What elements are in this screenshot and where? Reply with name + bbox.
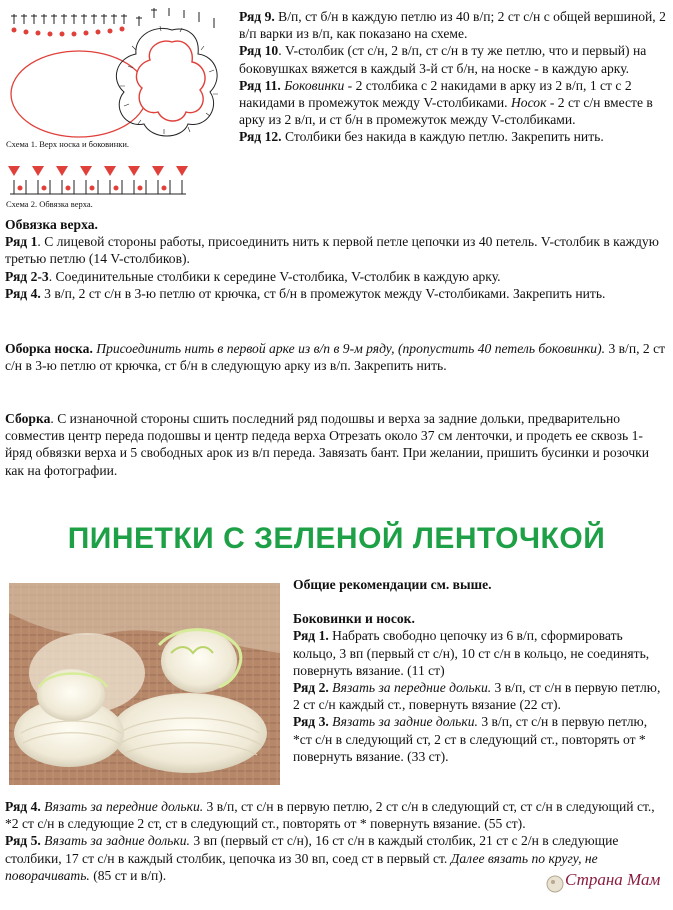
section-heading: Боковинки и носок. bbox=[293, 611, 415, 627]
watermark bbox=[543, 866, 673, 896]
row-11: Ряд 11. Боковинки - 2 столбика с 2 накидами в арку из 2 в/п, 1 ст с 2 накидами в промежуток между V-столбиками. Носок - 2 ст с/н вместе в арку из 2 в/п, и ст б/н в промежуток между V-столбиками. bbox=[239, 77, 653, 128]
obvyazka-row-2-3: Ряд 2-3. Соединительные столбики к середине V-столбика, V-столбик в каждую арку. bbox=[5, 268, 501, 284]
oborka-paragraph: Оборка носка. Присоединить нить в первой арке из в/п в 9-м ряду, (пропустить 40 петель боковинки). 3 в/п, 2 ст с/н в 3-ю петлю от крючка, ст б/н в следующую арку из в/п. Закрепить нить. bbox=[5, 341, 666, 374]
green-row-2: Ряд 2. Вязать за передние дольки. 3 в/п, ст с/н в первую петлю, 2 ст с/н каждый ст., повернуть вязание (22 ст). bbox=[293, 680, 661, 713]
sborka-paragraph: Сборка. С изнаночной стороны сшить последний ряд подошвы и верха за задние дольки, предварительно совместив центр переда подошвы и центр педеда верха Отрезать около 37 см ленточки, и продеть ее сквозь 1-йряд обвязки верха и 5 свободных арок из в/п переда. Завязать бант. При желании, пришить бусинки и розочки как на фотографии. bbox=[5, 411, 650, 478]
row-10: Ряд 10. V-столбик (ст с/н, 2 в/п, ст с/н в ту же петлю, что и первый) на боковушках вяжется в каждый 3-й ст б/н, на носке - в каждую арку. bbox=[239, 43, 647, 76]
page-title: ПИНЕТКИ С ЗЕЛЕНОЙ ЛЕНТОЧКОЙ bbox=[67, 522, 606, 555]
green-row-5: Ряд 5. Вязать за задние дольки. 3 вп (первый ст с/н), 16 ст с/н в каждый столбик, 21 ст с 2/н в следующие столбики, 17 ст с/н в каждый столбик, цепочка из 30 вп, соед ст в первый ст. Далее вязать по кругу, не поворачивать. (85 ст и в/п). bbox=[5, 833, 619, 883]
oborka-section bbox=[5, 340, 667, 374]
obvyazka-row-1: Ряд 1. С лицевой стороны работы, присоединить нить к первой петле цепочки из 40 петель. V-столбик в каждую третью петлю (14 V-столбиков). bbox=[5, 234, 659, 267]
scheme-1-caption: Схема 1. Верх носка и боковинки. bbox=[6, 139, 130, 149]
scheme-2-caption: Схема 2. Обвязка верха. bbox=[6, 199, 93, 209]
scheme-2-diagram bbox=[4, 158, 192, 200]
general-recommendations: Общие рекомендации см. выше. bbox=[293, 577, 492, 592]
green-row-1: Ряд 1. Набрать свободно цепочку из 6 в/п, сформировать кольцо, 3 вп (первый ст с/н), 10 ст с/н в кольцо, не соединять, повернуть вязание. (11 ст) bbox=[293, 628, 650, 678]
obvyazka-section bbox=[5, 216, 667, 302]
scheme-1-diagram bbox=[4, 6, 232, 140]
sborka-section bbox=[5, 410, 667, 479]
spacer bbox=[293, 593, 667, 610]
row-12: Ряд 12. Столбики без накида в каждую петлю. Закрепить нить. bbox=[239, 129, 604, 145]
green-row-4: Ряд 4. Вязать за передние дольки. 3 в/п, ст с/н в первую петлю, 2 ст с/н в следующий ст, ст с/н в следующий ст., *2 ст с/н в следующие 2 ст, ст в следующий ст., повторять от * повернуть вязание. (55 ст). bbox=[5, 799, 655, 832]
obvyazka-row-4: Ряд 4. 3 в/п, 2 ст с/н в 3-ю петлю от крючка, ст б/н в промежуток между V-столбиками. Закрепить нить. bbox=[5, 285, 606, 301]
right-column bbox=[293, 576, 667, 765]
obvyazka-heading: Обвязка верха. bbox=[5, 217, 98, 232]
row-9: Ряд 9. В/п, ст б/н в каждую петлю из 40 в/п; 2 ст с/н с общей вершиной, 2 в/п варки из в/п, как показано на схеме. bbox=[239, 9, 666, 42]
top-rows-block bbox=[239, 8, 669, 146]
booties-photo bbox=[9, 583, 280, 785]
watermark-text: Страна Мам bbox=[565, 870, 661, 889]
green-row-3: Ряд 3. Вязать за задние дольки. 3 в/п, ст с/н в первую петлю, *ст с/н в следующий ст, 2 ст в следующий ст., повторять от * повернуть вязание. (33 ст). bbox=[293, 714, 648, 764]
